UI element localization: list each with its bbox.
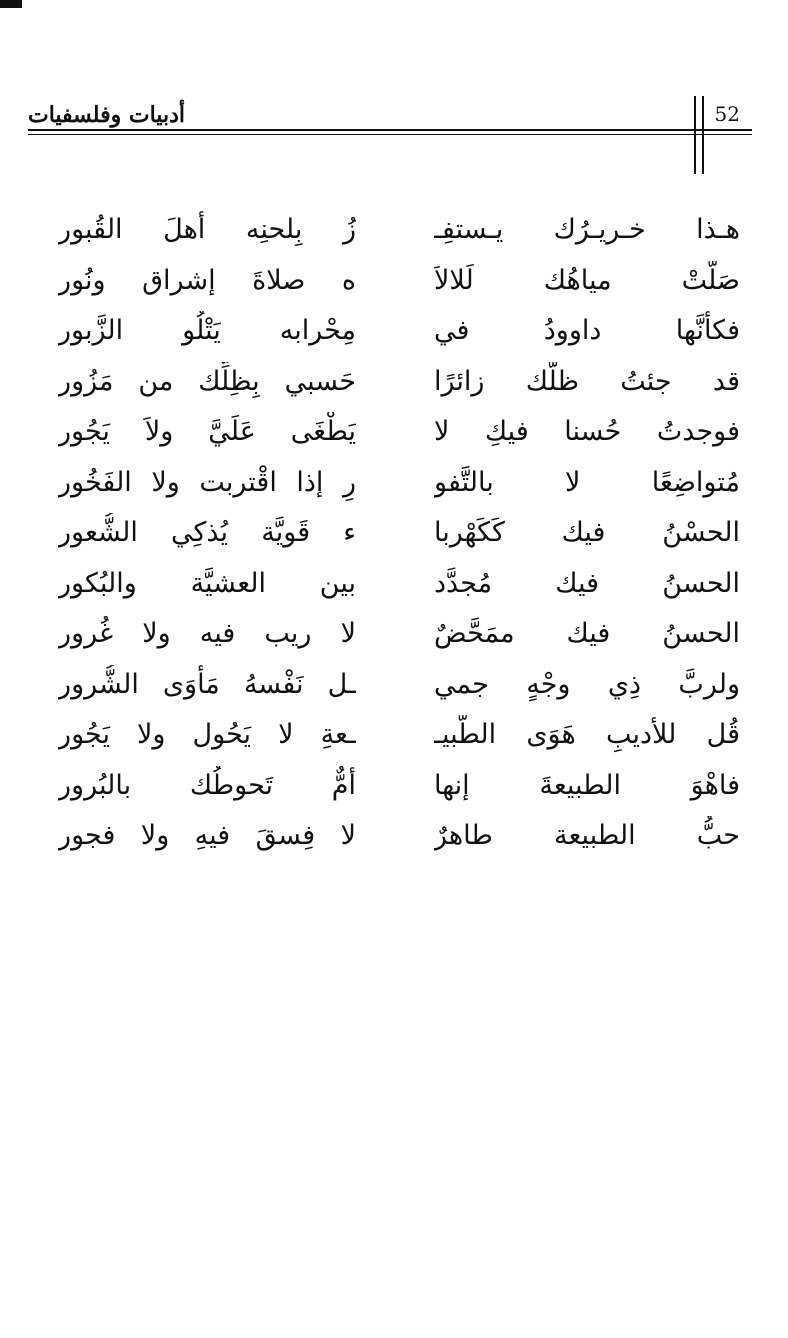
header-vertical-bar <box>702 96 704 174</box>
verse <box>0 305 788 356</box>
second-hemistich: بين العشيَّة والبُكور <box>58 567 356 599</box>
second-hemistich: لا فِسقَ فيهِ ولا فجور <box>58 820 356 851</box>
verse <box>0 558 788 609</box>
first-hemistich: حبُّ الطبيعة طاهرٌ <box>434 820 740 851</box>
verse <box>0 204 788 255</box>
second-hemistich: ء قَويَّة يُذكِي الشُّعور <box>58 517 356 548</box>
first-hemistich: هـذا خـريـرُك يـستفِـ <box>434 214 740 245</box>
verse <box>0 760 788 811</box>
verse <box>0 810 788 861</box>
second-hemistich: أمٌّ تَحوطُك بالبُرور <box>58 769 356 801</box>
header-vertical-bar <box>694 96 696 174</box>
header-rule-thin <box>28 134 752 135</box>
first-hemistich: الحسنُ فيك مُجدَّد <box>434 567 740 599</box>
first-hemistich: فكأنَّها داوودُ في <box>434 315 740 346</box>
poem <box>0 204 788 861</box>
verse <box>0 659 788 710</box>
first-hemistich: فوجدتُ حُسنا فيكِ لا <box>434 416 740 447</box>
second-hemistich: زُ بِلحنِه أهلَ القُبور <box>58 214 356 245</box>
first-hemistich: قد جئتُ ظلَّك زائرًا <box>434 365 740 397</box>
second-hemistich: حَسبي بِظِلِّك من مَزُور <box>58 365 356 397</box>
first-hemistich: قُل للأديبِ هَوَى الطَّبيـ <box>434 719 740 750</box>
first-hemistich: ولربَّ ذِي وجْهٍ جمي <box>434 668 740 700</box>
running-title: أدبيات وفلسفيات <box>28 102 185 128</box>
first-hemistich: مُتواضِعًا لا بالتَّفو <box>434 466 740 498</box>
verse <box>0 507 788 558</box>
first-hemistich: الحسنُ فيك ممَحَّضٌ <box>434 618 740 649</box>
second-hemistich: لا ريب فيه ولا غُرور <box>58 618 356 649</box>
header-rule <box>28 129 752 131</box>
verse <box>0 608 788 659</box>
second-hemistich: ـعةِ لا يَحُول ولا يَجُور <box>58 719 356 750</box>
second-hemistich: ه صلاةَ إشراق ونُور <box>58 264 356 296</box>
verse <box>0 255 788 306</box>
second-hemistich: رِ إذا اقْتربت ولا الفَخُور <box>58 466 356 498</box>
second-hemistich: يَطْغَى عَلَيَّ ولاَ يَجُور <box>58 416 356 447</box>
verse <box>0 457 788 508</box>
first-hemistich: صَلَّتْ مياهُك لَلالاَ <box>434 264 740 296</box>
first-hemistich: الحسْنُ فيك كَكَهْربا <box>434 517 740 548</box>
second-hemistich: ـل نَفْسهُ مَأوَى الشُّرور <box>58 668 356 700</box>
page-number: 52 <box>714 102 740 126</box>
verse <box>0 356 788 407</box>
corner-mark <box>0 0 22 8</box>
page-header <box>28 96 754 140</box>
verse <box>0 406 788 457</box>
verse <box>0 709 788 760</box>
first-hemistich: فاهْوَ الطبيعةَ إنها <box>434 769 740 801</box>
second-hemistich: مِحْرابه يَتْلُو الزَّبور <box>58 315 356 346</box>
